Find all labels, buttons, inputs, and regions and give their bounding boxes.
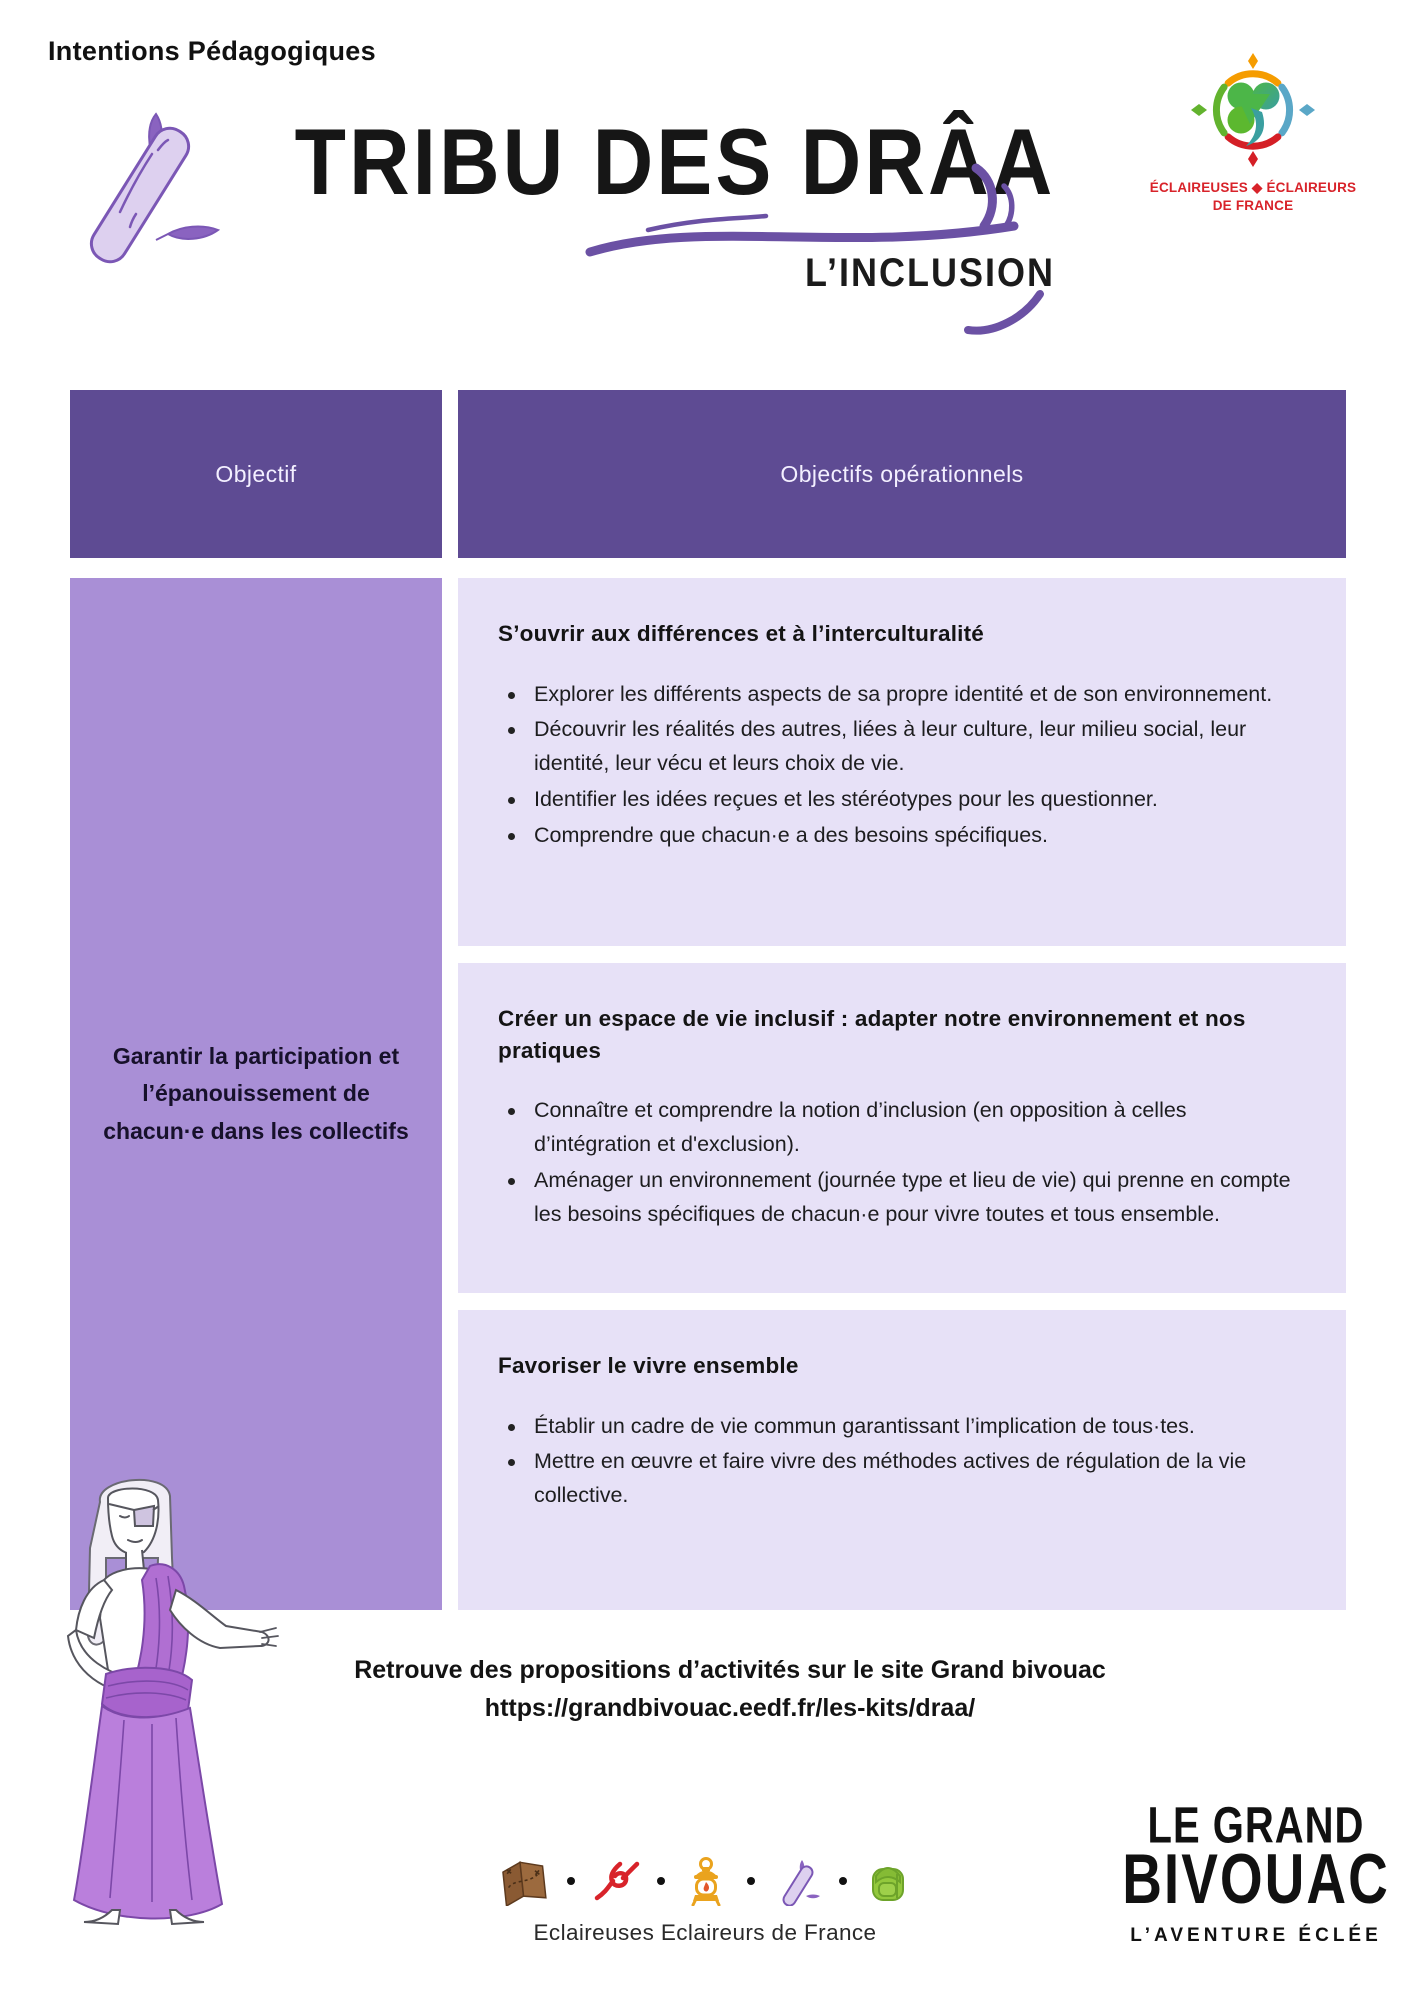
- block-title: Créer un espace de vie inclusif : adapter notre environnement et nos pratiques: [498, 1006, 1246, 1063]
- page-title: Intentions Pédagogiques: [48, 36, 376, 66]
- eedf-compass-clover-icon: [1188, 50, 1318, 172]
- subtitle-swoosh-icon: [960, 286, 1050, 338]
- feather-icon: [156, 227, 218, 240]
- branch-feathers-icon: [772, 1856, 822, 1906]
- map-icon: [498, 1856, 550, 1906]
- backpack-icon: [864, 1856, 912, 1906]
- operational-block-vivre-ensemble: [458, 1310, 1346, 1610]
- separator-dot: [657, 1877, 665, 1885]
- operational-block-interculturalite: [458, 578, 1346, 946]
- block-title: S’ouvrir aux différences et à l’interculturalité: [498, 621, 984, 646]
- branch-icon: [85, 122, 195, 268]
- objective-text: Garantir la participation et l’épanouissement de chacun·e dans les collectifs: [103, 1043, 409, 1144]
- tribe-subtitle: L’INCLUSION: [804, 249, 1055, 295]
- cta-url-link[interactable]: https://grandbivouac.eedf.fr/les-kits/draa/: [484, 1693, 976, 1722]
- list-item: Mettre en œuvre et faire vivre des méthodes actives de régulation de la vie collective.: [498, 1445, 1302, 1513]
- separator-dot: [747, 1877, 755, 1885]
- list-item: Identifier les idées reçues et les stéréotypes pour les questionner.: [498, 783, 1302, 817]
- separator-dot: [567, 1877, 575, 1885]
- list-item: Découvrir les réalités des autres, liées à leur culture, leur milieu social, leur identité, leur vécu et leurs choix de vie.: [498, 713, 1302, 781]
- rope-knot-icon: [592, 1857, 640, 1905]
- grand-bivouac-logo: [1118, 1797, 1394, 1947]
- gb-logo-line1: LE GRAND: [1147, 1797, 1365, 1855]
- org-name: Eclaireuses Eclaireurs de France: [533, 1920, 877, 1945]
- title-flourish-icon: [966, 160, 1026, 250]
- title-block: [260, 0, 1090, 330]
- tribe-title: TRIBU DES DRÂA: [294, 109, 1056, 215]
- objective-cell: [70, 578, 442, 1610]
- table-header-objectifs-operationnels: Objectifs opérationnels: [458, 390, 1346, 558]
- gb-logo-line2: BIVOUAC: [1122, 1839, 1390, 1919]
- list-item: Explorer les différents aspects de sa propre identité et de son environnement.: [498, 678, 1302, 712]
- list-item: Connaître et comprendre la notion d’inclusion (en opposition à celles d’intégration et d'exclusion).: [498, 1094, 1302, 1162]
- gb-logo-tagline: L’AVENTURE ÉCLÉE: [1130, 1925, 1382, 1946]
- cta-text: Retrouve des propositions d’activités sur le site Grand bivouac: [354, 1656, 1106, 1684]
- cta-block: [320, 1652, 1140, 1727]
- table-header-objectif: Objectif: [70, 390, 442, 558]
- list-item: Établir un cadre de vie commun garantissant l’implication de tous·tes.: [498, 1410, 1302, 1444]
- eedf-logo-text: ÉCLAIREUSES ◆ ÉCLAIREURS DE FRANCE: [1149, 180, 1357, 213]
- list-item: Aménager un environnement (journée type et lieu de vie) qui prenne en compte les besoins spécifiques de chacun·e pour vivre toutes et tous ensemble.: [498, 1164, 1302, 1232]
- branch-feathers-illustration: [60, 92, 230, 272]
- toga-person-illustration: [24, 1458, 286, 1940]
- lantern-icon: [682, 1856, 730, 1906]
- bullet-list: [498, 678, 1302, 854]
- list-item: Comprendre que chacun·e a des besoins spécifiques.: [498, 819, 1302, 853]
- footer-icon-row: [455, 1856, 955, 1906]
- operational-block-espace-inclusif: [458, 963, 1346, 1293]
- separator-dot: [839, 1877, 847, 1885]
- bullet-list: [498, 1094, 1302, 1232]
- block-title: Favoriser le vivre ensemble: [498, 1353, 799, 1378]
- eedf-logo: [1148, 50, 1358, 214]
- bullet-list: [498, 1410, 1302, 1514]
